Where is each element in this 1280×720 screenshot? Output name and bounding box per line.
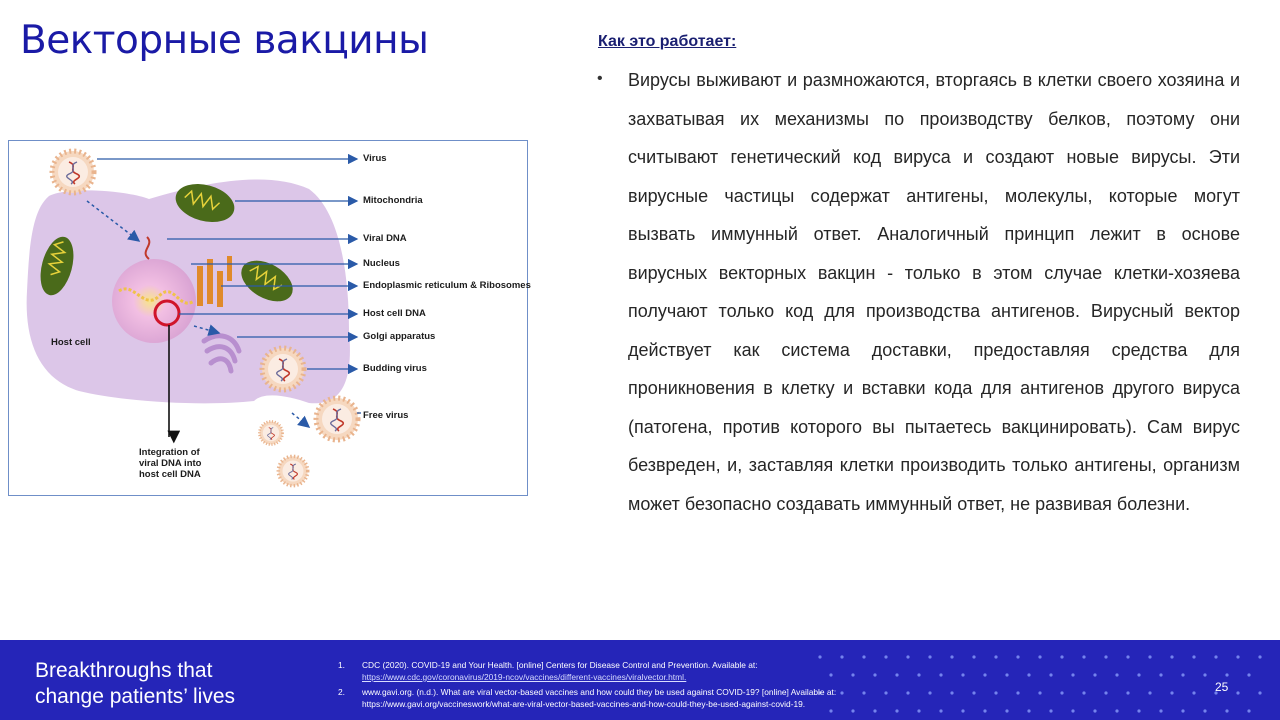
label-golgi: Golgi apparatus <box>363 331 436 342</box>
footer-dot <box>1137 673 1140 676</box>
footer-dot <box>1016 655 1019 658</box>
footer-dot <box>1082 691 1085 694</box>
footer-dot <box>1104 691 1107 694</box>
footer-dot <box>1027 673 1030 676</box>
footer-band <box>0 640 1280 720</box>
footer-dot <box>1247 709 1250 712</box>
label-free-virus: Free virus <box>363 410 409 421</box>
footer-dot <box>1049 673 1052 676</box>
footer-dot <box>1159 709 1162 712</box>
footer-dot <box>1038 691 1041 694</box>
footer-dot <box>1071 709 1074 712</box>
footer-slogan: Breakthroughs that change patients’ lives <box>35 659 236 708</box>
footer-dot <box>1159 673 1162 676</box>
footer-dot <box>1093 709 1096 712</box>
footer-dot <box>1126 691 1129 694</box>
label-er-ribosomes: Endoplasmic reticulum & Ribosomes <box>363 280 531 291</box>
footer-dot <box>994 691 997 694</box>
footer-dot <box>1016 691 1019 694</box>
reference-item-1 <box>338 659 988 683</box>
budding-virus-particle <box>262 348 304 390</box>
reference-text: CDC (2020). COVID-19 and Your Health. [online] Centers for Disease Control and Prevention. Available at: <box>362 660 758 670</box>
footer-dot <box>1115 709 1118 712</box>
footer-dot <box>1225 709 1228 712</box>
label-host-cell: Host cell <box>51 337 91 348</box>
label-integration-1: Integration of <box>139 447 200 458</box>
footer-dot <box>994 655 997 658</box>
footer-dot <box>1148 655 1151 658</box>
footer-dot <box>1137 709 1140 712</box>
footer-dot <box>1214 655 1217 658</box>
footer-dot <box>1236 691 1239 694</box>
footer-dot <box>1225 673 1228 676</box>
footer-dot <box>1181 673 1184 676</box>
footer-dot <box>1071 673 1074 676</box>
footer-dot <box>1236 655 1239 658</box>
footer-dot <box>1203 673 1206 676</box>
footer-dot <box>1082 655 1085 658</box>
footer-dot <box>1247 673 1250 676</box>
viral-vector-diagram <box>8 140 531 496</box>
reference-item-2 <box>338 686 988 710</box>
footer-dot <box>1203 709 1206 712</box>
how-it-works-heading: Как это работает: <box>598 33 737 50</box>
footer-dot <box>1060 691 1063 694</box>
label-virus: Virus <box>363 153 387 164</box>
reference-number: 1. <box>338 660 345 670</box>
virus-particle <box>52 151 94 193</box>
reference-link[interactable]: https://www.gavi.org/vaccineswork/what-are-viral-vector-based-vaccines-and-how-could-they-be-used-against-covid-19. <box>362 699 806 709</box>
label-integration-2: viral DNA into <box>139 458 202 469</box>
footer-dot <box>1104 655 1107 658</box>
slide-title: Векторные вакцины <box>20 18 429 63</box>
label-nucleus: Nucleus <box>363 258 400 269</box>
free-virus-small <box>259 421 282 444</box>
reference-link[interactable]: https://www.cdc.gov/coronavirus/2019-ncov/vaccines/different-vaccines/viralvector.html. <box>362 672 687 682</box>
references-list <box>338 659 988 713</box>
footer-dot <box>1038 655 1041 658</box>
footer-dot <box>1170 655 1173 658</box>
free-virus-particle <box>316 398 358 440</box>
label-budding-virus: Budding virus <box>363 363 427 374</box>
free-virus-small-2 <box>278 456 307 485</box>
diagram-illustration <box>9 141 529 497</box>
footer-dot <box>1148 691 1151 694</box>
footer-dot <box>1170 691 1173 694</box>
footer-dot <box>1126 655 1129 658</box>
footer-dot <box>1181 709 1184 712</box>
footer-dot <box>1192 655 1195 658</box>
bullet-marker: • <box>597 70 603 87</box>
footer-dot <box>1060 655 1063 658</box>
label-viral-dna: Viral DNA <box>363 233 407 244</box>
label-mitochondria: Mitochondria <box>363 195 423 206</box>
footer-dot <box>1049 709 1052 712</box>
label-host-cell-dna: Host cell DNA <box>363 308 426 319</box>
footer-dot <box>1115 673 1118 676</box>
page-number: 25 <box>1215 680 1229 694</box>
label-integration-3: host cell DNA <box>139 469 201 480</box>
footer-dot <box>1258 691 1261 694</box>
footer-dot <box>1192 691 1195 694</box>
footer-dot <box>1005 673 1008 676</box>
footer-dot <box>1005 709 1008 712</box>
footer-dot <box>1027 709 1030 712</box>
body-paragraph: Вирусы выживают и размножаются, вторгаясь в клетки своего хозяина и захватывая их механизмы по производству белков, поэтому они считывают генетический код вируса и создают новые вирусы. Эти вирусные частицы содержат антигены, молекулы, которые могут вызвать иммунный ответ. Аналогичный принцип лежит в основе вирусных векторных вакцин - только в этом случае клетки-хозяева получают только код для производства антигенов. Вирусный вектор действует как система доставки, предоставляя средства для проникновения в клетку и вставки кода для антигенов другого вируса (патогена, против которого вы пытаетесь вакцинировать). Сам вирус безвреден, и, заставляя клетки производить только антигены, организм может безопасно создавать иммунный ответ, не развивая болезни. <box>628 70 1240 514</box>
reference-text: www.gavi.org. (n.d.). What are viral vector-based vaccines and how could they be used against COVID-19? [online] Available at: <box>362 687 837 697</box>
footer-dot <box>1093 673 1096 676</box>
reference-number: 2. <box>338 687 345 697</box>
footer-dot <box>1258 655 1261 658</box>
